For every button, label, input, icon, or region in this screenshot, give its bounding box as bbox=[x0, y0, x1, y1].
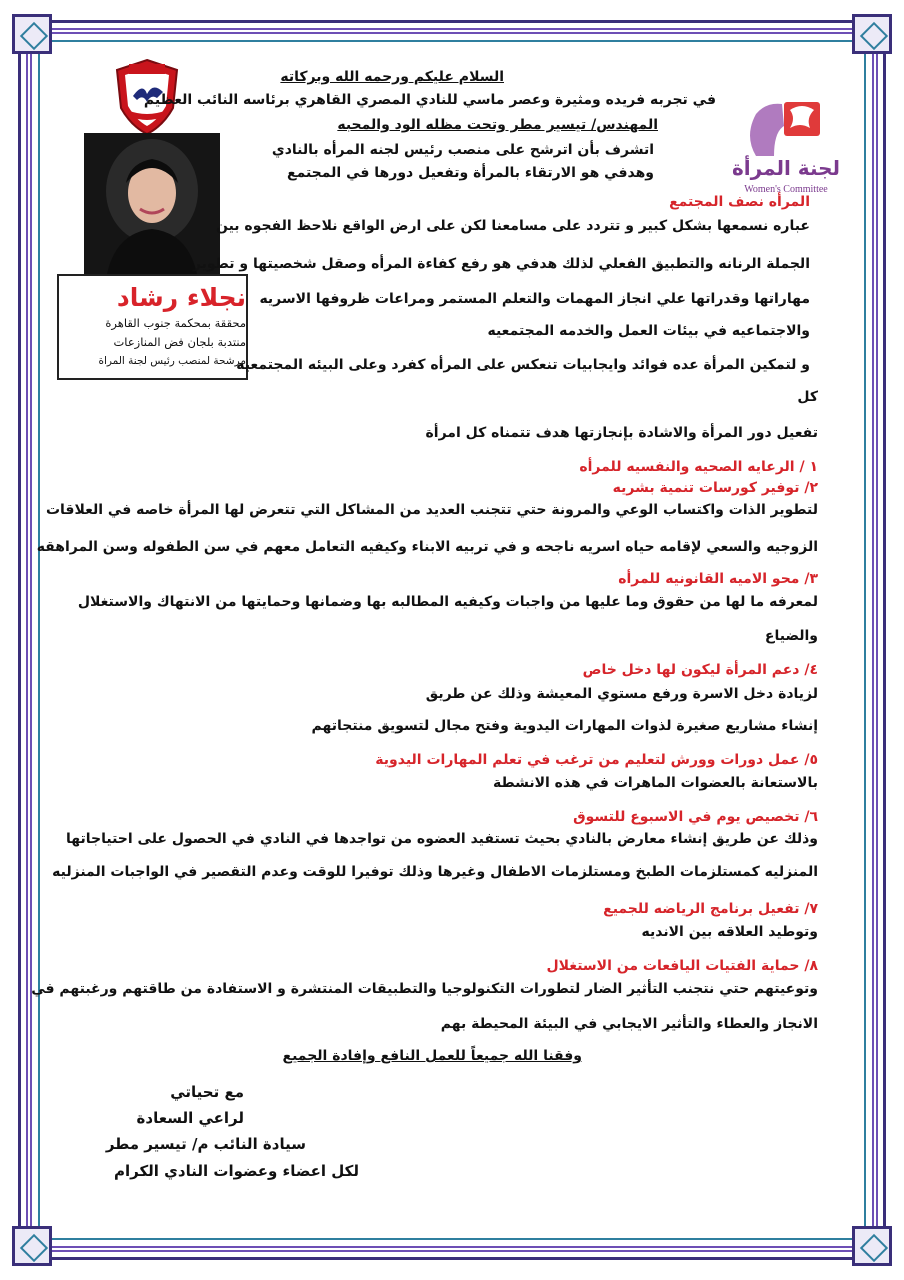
intro-line-3: اتشرف بأن اترشح على منصب رئيس لجنه المرأه بالنادي bbox=[271, 142, 654, 158]
point-4-title: ٤/ دعم المرأة ليكون لها دخل خاص bbox=[582, 662, 818, 678]
point-3-line-2: والضياع bbox=[764, 628, 818, 644]
paragraph-line: والاجتماعيه في بيئات العمل والخدمه المجتمعيه bbox=[487, 323, 810, 339]
signature-line-3: سيادة النائب م/ تيسير مطر bbox=[105, 1135, 306, 1153]
point-8-line-1: وتوعيتهم حتي نتجنب التأثير الضار لتطورات التكنولوجيا والتطبيقات المنتشرة و الاستفادة من طاقتهم ورغبتهم في bbox=[31, 981, 818, 997]
womens-committee-emblem-icon bbox=[726, 96, 846, 158]
point-2-line-1: لتطوير الذات واكتساب الوعي والمرونة حتي تتجنب العديد من المشاكل التي تتعرض لها المرأة خاصه في العلاقات bbox=[45, 502, 818, 518]
paragraph-line: الجملة الرنانه والتطبيق الفعلي لذلك هدفي هو رفع كفاءة المرأه وصقل شخصيتها و تطوير bbox=[192, 256, 810, 272]
paragraph-line: تفعيل دور المرأة والاشادة بإنجازتها هدف تتمناه كل امرأة bbox=[425, 425, 818, 441]
point-5-line-1: بالاستعانة بالعضوات الماهرات في هذه الانشطة bbox=[492, 775, 818, 791]
womens-committee-logo bbox=[726, 96, 846, 196]
candidate-title-3: مرشحة لمنصب رئيس لجنة المراة bbox=[98, 355, 246, 367]
point-7-line-1: وتوطيد العلاقه بين الانديه bbox=[641, 924, 818, 940]
point-1-title: ١ / الرعايه الصحيه والنفسيه للمرأه bbox=[579, 459, 818, 475]
point-8-title: ٨/ حماية الفتيات اليافعات من الاستغلال bbox=[546, 958, 818, 974]
candidate-name: نجلاء رشاد bbox=[116, 283, 246, 312]
point-7-title: ٧/ تفعيل برنامج الرياضه للجميع bbox=[603, 901, 818, 917]
intro-line-4: وهدفي هو الارتقاء بالمرأة وتفعيل دورها في المجتمع bbox=[287, 165, 654, 181]
intro-line-1: في تجربه فريده ومثيرة وعصر ماسي للنادي المصري القاهري برئاسه النائب العظيم bbox=[143, 92, 716, 108]
womens-committee-logo-arabic: لجنة المرأة bbox=[731, 156, 841, 180]
candidate-name-card bbox=[57, 274, 248, 380]
womens-committee-logo-english: Women's Committee bbox=[744, 184, 828, 195]
point-4-line-1: لزيادة دخل الاسرة ورفع مستوي المعيشة وذلك عن طريق bbox=[425, 686, 818, 702]
point-3-title: ٣/ محو الاميه القانونيه للمرأه bbox=[618, 571, 818, 587]
point-6-line-1: وذلك عن طريق إنشاء معارض بالنادي بحيث تستفيد العضوه من تواجدها في النادي في الحصول على احتياجاتها bbox=[66, 831, 818, 847]
point-8-line-2: الانجاز والعطاء والتأثير الايجابي في البيئة المحيطة بهم bbox=[440, 1016, 818, 1032]
point-3-line-1: لمعرفه ما لها من حقوق وما عليها من واجبات وكيفيه المطالبه بها وضمانها وحمايتها من الانتهاك والاستغلال bbox=[77, 594, 818, 610]
point-5-title: ٥/ عمل دورات وورش لتعليم من ترغب في تعلم المهارات اليدوية bbox=[375, 752, 818, 768]
paragraph-line: عباره نسمعها بشكل كبير و تتردد على مسامعنا لكن على ارض الواقع نلاحظ الفجوه بين bbox=[215, 218, 810, 234]
point-2-title: ٢/ توفير كورسات تنمية بشريه bbox=[612, 480, 818, 496]
point-6-title: ٦/ تخصيص يوم في الاسبوع للتسوق bbox=[573, 809, 818, 825]
paragraph-line: و لتمكين المرأة عده فوائد وايجابيات تنعكس على المرأه كفرد وعلى البيئه المجتمعيه bbox=[236, 357, 810, 373]
point-6-line-2: المنزليه كمستلزمات الطبخ ومستلزمات الاطفال وغيرها وذلك توفيرا للوقت وعدم التقصير في الواجبات المنزليه bbox=[52, 864, 818, 880]
point-2-line-2: الزوجيه والسعي لإقامه حياه اسريه ناجحه و في تربيه الابناء وكيفيه التعامل معهم في سن الطفوله وسن المراهقه bbox=[36, 539, 818, 555]
corner-ornament-bottom-left bbox=[12, 1226, 52, 1266]
closing-wish: وفقنا الله جميعاً للعمل النافع وإفادة الجميع bbox=[282, 1048, 582, 1064]
corner-ornament-bottom-right bbox=[852, 1226, 892, 1266]
point-4-line-2: إنشاء مشاريع صغيرة لذوات المهارات اليدوية وفتح مجال لتسويق منتجاتهم bbox=[311, 718, 818, 734]
intro-line-2: المهندس/ تيسير مطر وتحت مظله الود والمحبه bbox=[337, 117, 658, 133]
signature-line-2: لراعي السعادة bbox=[136, 1109, 244, 1127]
corner-ornament-top-right bbox=[852, 14, 892, 54]
signature-line-4: لكل اعضاء وعضوات النادي الكرام bbox=[113, 1162, 359, 1180]
signature-line-1: مع تحياتي bbox=[170, 1083, 244, 1101]
paragraph-line: مهاراتها وقدراتها علي انجاز المهمات والتعلم المستمر ومراعات ظروفها الاسريه bbox=[259, 291, 810, 307]
section-heading: المرأه نصف المجتمع bbox=[669, 194, 810, 210]
corner-ornament-top-left bbox=[12, 14, 52, 54]
candidate-title-2: منتدبة بلجان فض المنازعات bbox=[113, 335, 246, 349]
paragraph-line: كل bbox=[797, 389, 818, 405]
candidate-title-1: محققة بمحكمة جنوب القاهرة bbox=[105, 316, 246, 330]
greeting: السلام عليكم ورحمه الله وبركاته bbox=[280, 69, 504, 85]
